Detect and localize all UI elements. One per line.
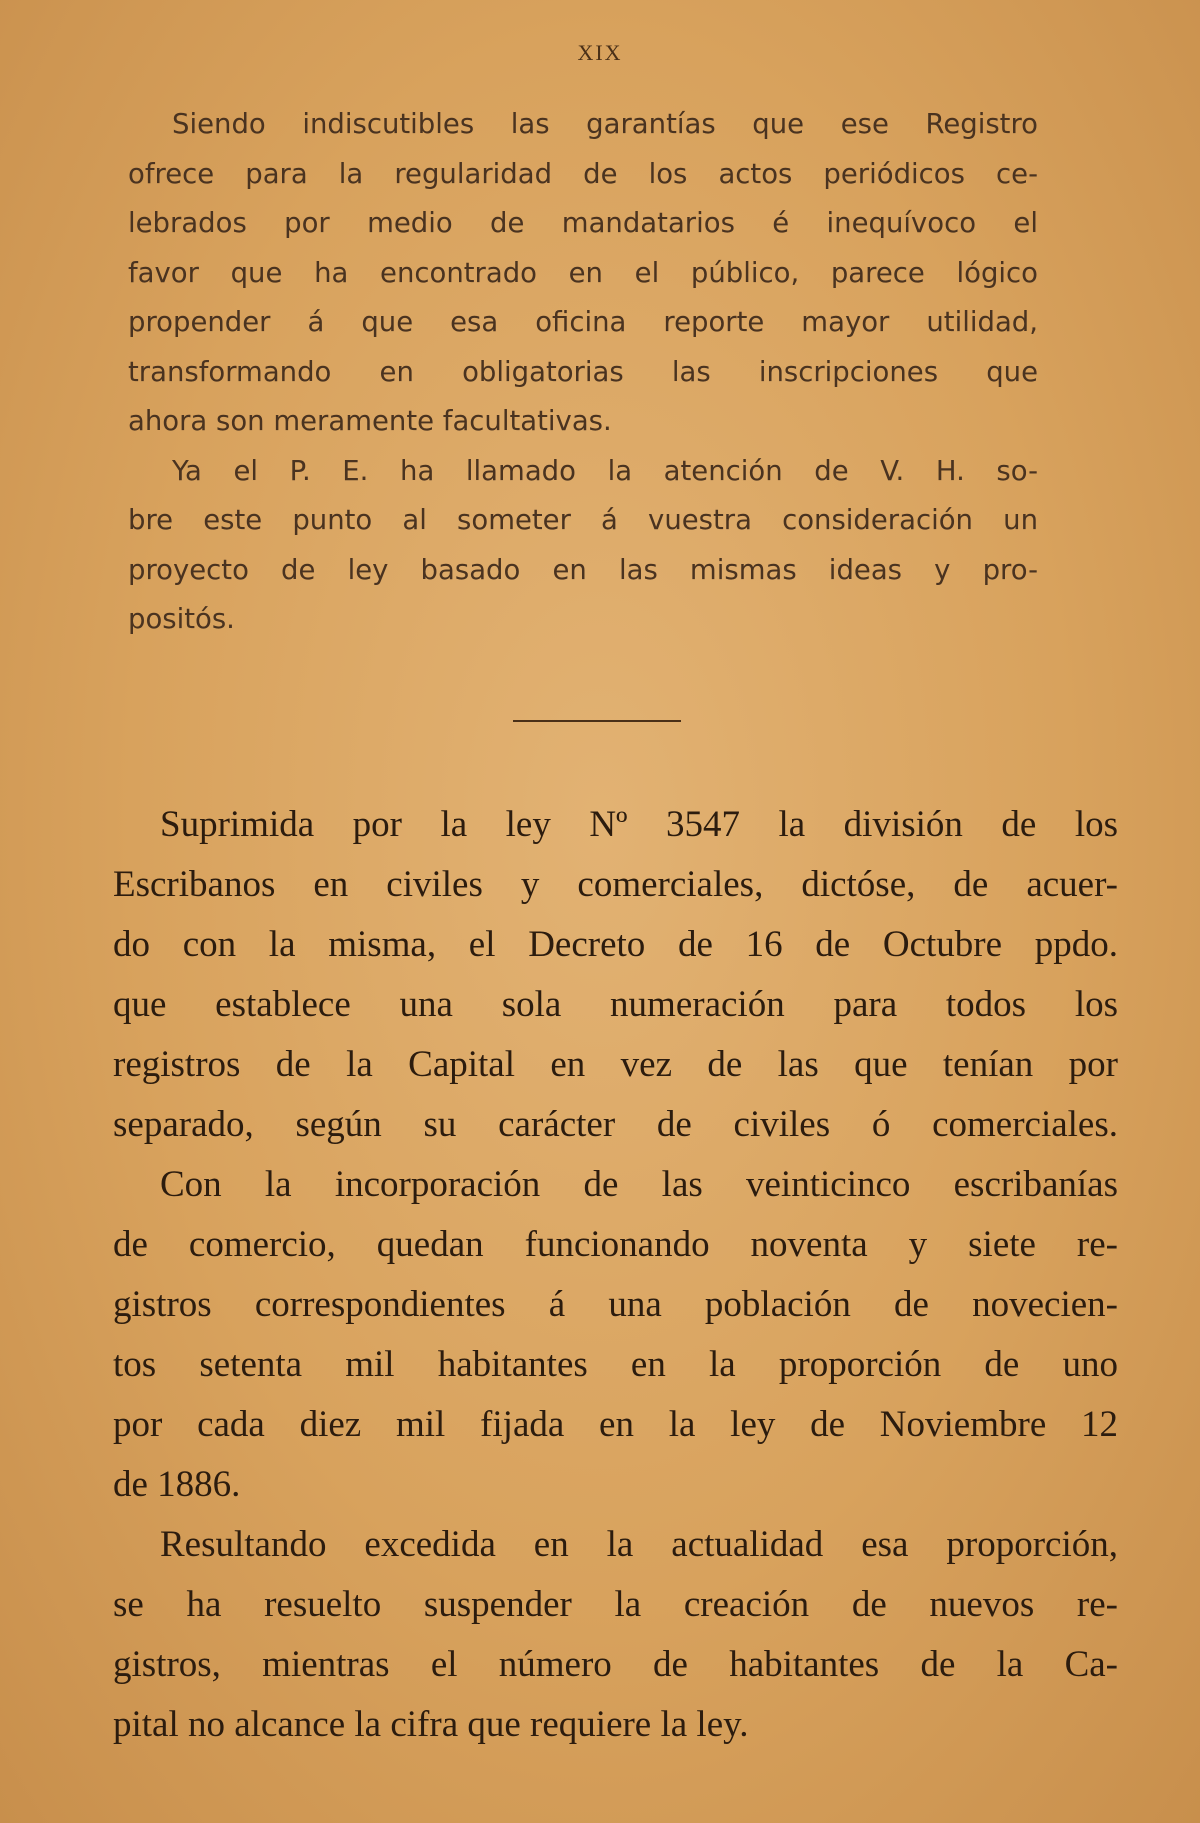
- text-line: gistros, mientras el número de habitantes de la Ca-: [113, 1644, 1118, 1685]
- text-line: de 1886.: [113, 1464, 241, 1505]
- text-line: que establece una sola numeración para todos los: [113, 984, 1118, 1025]
- text-line: pital no alcance la cifra que requiere la ley.: [113, 1704, 749, 1745]
- text-line: separado, según su carácter de civiles ó comerciales.: [113, 1104, 1118, 1145]
- text-line: Escribanos en civiles y comerciales, dictóse, de acuer-: [113, 864, 1118, 905]
- paragraph: [128, 100, 1038, 447]
- text-line: propender á que esa oficina reporte mayor utilidad,: [128, 306, 1038, 338]
- text-line: do con la misma, el Decreto de 16 de Octubre ppdo.: [113, 924, 1118, 965]
- text-line: lebrados por medio de mandatarios é inequívoco el: [128, 207, 1038, 239]
- text-line: gistros correspondientes á una población de novecien-: [113, 1284, 1118, 1325]
- text-line: Resultando excedida en la actualidad esa proporción,: [160, 1524, 1118, 1565]
- text-line: positós.: [128, 603, 235, 635]
- section-bottom: [113, 795, 1118, 1755]
- paragraph: [128, 447, 1038, 645]
- text-line: Siendo indiscutibles las garantías que ese Registro: [172, 108, 1038, 140]
- text-line: ofrece para la regularidad de los actos periódicos ce-: [128, 157, 1038, 190]
- section-top: [128, 100, 1038, 645]
- text-line: se ha resuelto suspender la creación de nuevos re-: [113, 1584, 1118, 1625]
- text-line: por cada diez mil fijada en la ley de Noviembre 12: [113, 1404, 1118, 1445]
- paragraph: [113, 1155, 1118, 1515]
- text-line: favor que ha encontrado en el público, parece lógico: [128, 256, 1038, 289]
- text-line: transformando en obligatorias las inscripciones que: [128, 355, 1038, 388]
- text-line: bre este punto al someter á vuestra consideración un: [128, 504, 1038, 536]
- paragraph: [113, 795, 1118, 1155]
- text-line: Con la incorporación de las veinticinco escribanías: [160, 1164, 1118, 1205]
- section-divider: [513, 720, 681, 722]
- text-line: tos setenta mil habitantes en la proporción de uno: [113, 1344, 1118, 1385]
- text-line: Ya el P. E. ha llamado la atención de V. H. so-: [172, 454, 1038, 487]
- text-line: proyecto de ley basado en las mismas ideas y pro-: [128, 553, 1038, 586]
- text-line: ahora son meramente facultativas.: [128, 405, 612, 437]
- text-line: de comercio, quedan funcionando noventa y siete re-: [113, 1224, 1118, 1265]
- paragraph: [113, 1515, 1118, 1755]
- text-line: registros de la Capital en vez de las que tenían por: [113, 1044, 1118, 1085]
- page-number: XIX: [577, 40, 623, 65]
- text-line: Suprimida por la ley Nº 3547 la división de los: [160, 804, 1118, 845]
